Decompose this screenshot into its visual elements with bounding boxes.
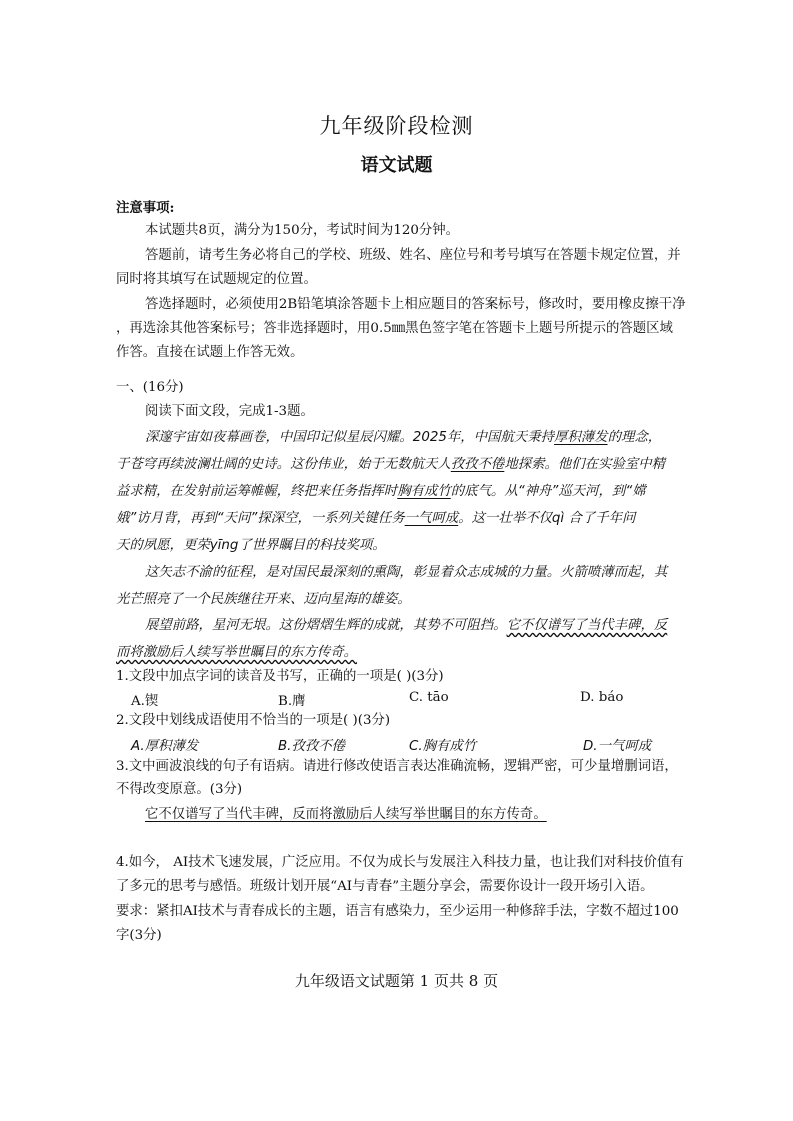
passage-line: 天的夙愿，更荣yīng了世界瞩目的科技奖项。 <box>116 538 386 553</box>
question-3-stem: 不得改变原意。(3分) <box>116 782 243 797</box>
page-footer: 九年级语文试题第 1 页共 8 页 <box>294 972 499 990</box>
question-4-stem: 4.如今， AI技术飞速发展，广泛应用。不仅为成长与发展注入科技力量，也让我们对科技价值有 <box>116 855 684 870</box>
section-instruction: 阅读下面文段，完成1-3题。 <box>145 404 314 419</box>
notice-heading: 注意事项: <box>116 200 175 216</box>
question-1-stem: 1.文段中加点字词的读音及书写，正确的一项是( )(3分) <box>116 669 444 684</box>
question-2-stem: 2.文段中划线成语使用不恰当的一项是( )(3分) <box>116 713 391 728</box>
underlined-idiom: 厚积薄发 <box>554 430 608 445</box>
notice-line: 答选择题时，必须使用2B铅笔填涂答题卡上相应题目的答案标号，修改时，要用橡皮擦干净 <box>145 297 686 312</box>
passage-text: 娥”访月背，再到“天问”探深空，一系列关键任务 <box>116 511 405 526</box>
underlined-idiom: 一气呵成 <box>404 511 459 526</box>
q2-option-b: B.孜孜不倦 <box>278 739 346 754</box>
wavy-sentence: 它不仅谱写了当代丰碑，反 <box>506 618 668 633</box>
section-heading: 一、(16分) <box>116 380 184 395</box>
question-4-requirement: 要求：紧扣AI技术与青春成长的主题，语言有感染力，至少运用一种修辞手法，字数不超过100 <box>116 904 679 919</box>
q2-option-c: C.胸有成竹 <box>409 739 477 754</box>
page-subtitle: 语文试题 <box>360 155 433 176</box>
notice-line: 答题前，请考生务必将自己的学校、班级、姓名、座位号和考号填写在答题卡规定位置，并 <box>145 248 681 263</box>
passage-text: 的底气。从“神舟”巡天河，到“嫦 <box>450 484 646 499</box>
passage-text: 地探索。他们在实验室中精 <box>504 457 666 472</box>
notice-line: 作答。直接在试题上作答无效。 <box>116 345 304 360</box>
passage-line <box>145 431 661 444</box>
passage-line <box>145 619 667 632</box>
q1-option-b: B.膺 <box>278 694 306 709</box>
passage-text: 的理念， <box>607 430 662 445</box>
passage-text: 于苍穹再续波澜壮阔的史诗。这份伟业，始于无数航天人 <box>116 457 451 472</box>
wavy-sentence: 而将激励后人续写举世瞩目的东方传奇。 <box>116 645 358 660</box>
question-4-stem: 了多元的思考与感悟。班级计划开展“AI与青春”主题分享会，需要你设计一段开场引入语。 <box>116 879 654 894</box>
passage-line <box>116 646 357 659</box>
passage-line: 这矢志不渝的征程，是对国民最深刻的熏陶，彰显着众志成城的力量。火箭喷薄而起，其 <box>145 565 668 580</box>
underlined-idiom: 孜孜不倦 <box>450 457 505 472</box>
question-4-requirement: 字(3分) <box>116 928 162 943</box>
q1-option-c: C. tāo <box>409 690 449 705</box>
notice-line: 同时将其填写在试题规定的位置。 <box>116 272 317 287</box>
passage-text: 深邃宇宙如夜幕画卷，中国印记似星辰闪耀。2025年，中国航天秉持 <box>145 430 555 445</box>
passage-line <box>116 485 646 498</box>
q1-option-a: A.锲 <box>131 694 159 709</box>
page-title: 九年级阶段检测 <box>319 114 474 138</box>
passage-text: 。这一壮举不仅qì 合了千年问 <box>458 511 636 526</box>
passage-text: 益求精，在发射前运筹帷幄，终把来任务指挥时 <box>116 484 398 499</box>
passage-text: 展望前路，星河无垠。这份熠熠生辉的成就，其势不可阻挡。 <box>145 618 507 633</box>
q1-option-d: D. báo <box>580 690 624 705</box>
notice-line: ，再选涂其他答案标号；答非选择题时，用0.5㎜黑色签字笔在答题卡上题号所提示的答题区域 <box>116 321 673 336</box>
question-3-sentence: 它不仅谱写了当代丰碑，反而将激励后人续写举世瞩目的东方传奇。 <box>145 807 547 822</box>
notice-line: 本试题共8页，满分为150分，考试时间为120分钟。 <box>145 223 460 238</box>
q2-option-d: D.一气呵成 <box>583 739 652 754</box>
q2-option-a: A.厚积薄发 <box>131 739 199 754</box>
underlined-idiom: 胸有成竹 <box>397 484 451 499</box>
passage-line <box>116 512 635 525</box>
question-3-stem: 3.文中画波浪线的句子有语病。请进行修改使语言表达准确流畅，逻辑严密，可少量增删词语， <box>116 759 678 774</box>
passage-line <box>116 458 665 471</box>
passage-line: 光芒照亮了一个民族继往开来、迈向星海的雄姿。 <box>116 592 411 607</box>
